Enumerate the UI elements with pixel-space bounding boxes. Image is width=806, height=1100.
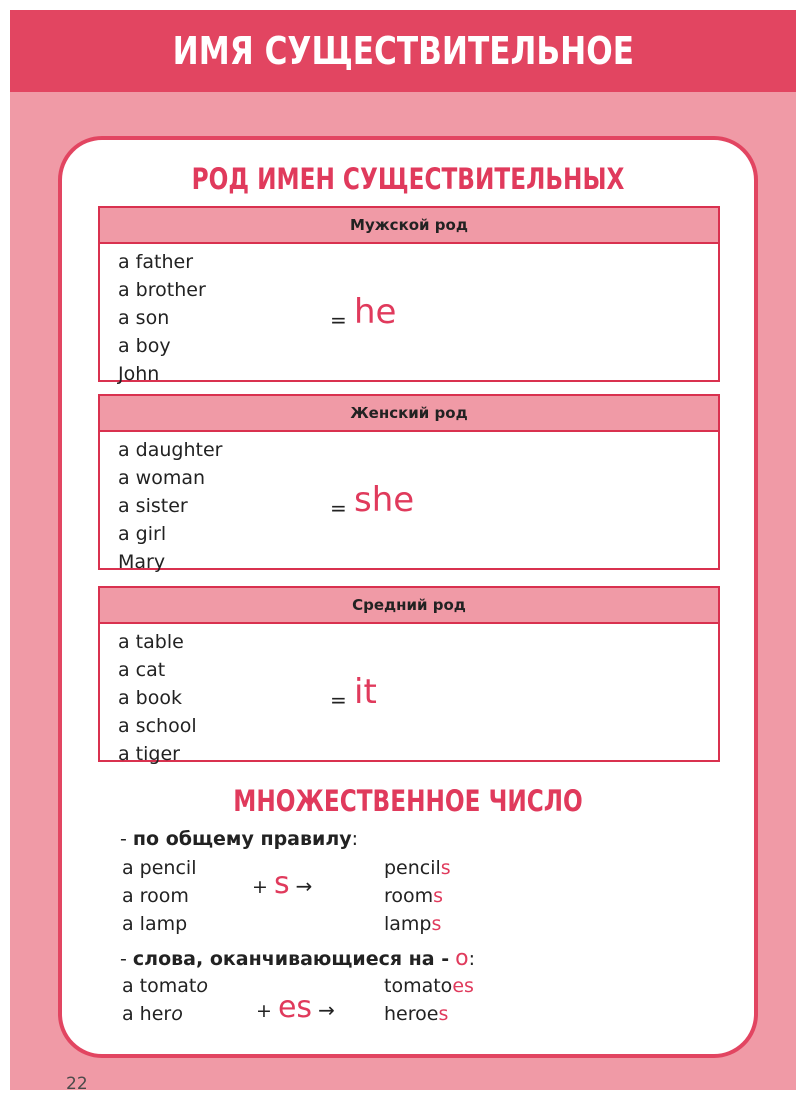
- list-item: a room: [122, 885, 189, 907]
- plus-sign: +: [256, 1000, 272, 1022]
- list-item: a cat: [118, 659, 166, 681]
- suffix: s: [273, 866, 290, 901]
- list-item: a tiger: [118, 743, 180, 765]
- word-stem: room: [384, 885, 434, 907]
- rule-text: по общему правилу: [132, 828, 352, 850]
- word-stem: pencil: [384, 857, 441, 879]
- list-item: a school: [118, 715, 197, 737]
- gender-box-label: Женский род: [100, 396, 718, 432]
- list-item: [122, 972, 208, 1000]
- word-ending: o: [196, 975, 208, 997]
- word-stem: lamp: [384, 913, 432, 935]
- list-item: Mary: [118, 551, 166, 573]
- word-ending: o: [171, 1003, 183, 1025]
- page: [10, 10, 796, 1094]
- page-title: ИМЯ СУЩЕСТВИТЕЛЬНОЕ: [172, 29, 634, 73]
- plural-list: [384, 854, 451, 938]
- rule-dash: -: [120, 828, 133, 850]
- content-card: [58, 136, 758, 1058]
- plural-section-title: МНОЖЕСТВЕННОЕ ЧИСЛО: [233, 784, 583, 818]
- list-item: a father: [118, 251, 194, 273]
- equals-sign: =: [330, 688, 347, 712]
- word-stem: tomato: [384, 975, 453, 997]
- suffix-operator: [252, 866, 312, 901]
- list-item: [384, 910, 451, 938]
- list-item: a son: [118, 307, 170, 329]
- list-item: a book: [118, 687, 182, 709]
- plural-list: [384, 972, 474, 1028]
- list-item: [384, 854, 451, 882]
- suffix: es: [277, 990, 313, 1025]
- list-item: [384, 972, 474, 1000]
- arrow-right-icon: →: [318, 998, 335, 1022]
- gender-section-title: РОД ИМЕН СУЩЕСТВИТЕЛЬНЫХ: [191, 162, 625, 196]
- word-ending: s: [440, 857, 451, 879]
- page-number: 22: [66, 1074, 88, 1094]
- pronoun: he: [354, 292, 397, 332]
- list-item: [122, 1000, 208, 1028]
- word-ending: s: [438, 1003, 449, 1025]
- pronoun: she: [354, 480, 415, 520]
- gender-box-label: Средний род: [100, 588, 718, 624]
- list-item: a pencil: [122, 857, 197, 879]
- rule-general-label: [120, 828, 358, 850]
- list-item: John: [118, 363, 160, 385]
- list-item: a girl: [118, 523, 167, 545]
- equals-sign: =: [330, 496, 347, 520]
- gender-box-neuter: [98, 586, 720, 765]
- word-ending: es: [452, 975, 474, 997]
- word-stem: a tomat: [122, 975, 197, 997]
- rule-text: слова, оканчивающиеся на -: [132, 948, 450, 970]
- list-item: [384, 882, 451, 910]
- rule-letter: o: [455, 946, 469, 971]
- list-item: a table: [118, 631, 184, 653]
- rule-dash: -: [120, 948, 133, 970]
- arrow-right-icon: →: [295, 874, 313, 898]
- word-stem: a her: [122, 1003, 172, 1025]
- gender-box-label: Мужской род: [100, 208, 718, 244]
- rule-colon: :: [468, 948, 476, 970]
- singular-list: [122, 972, 208, 1028]
- list-item: a woman: [118, 467, 206, 489]
- suffix-operator: [256, 990, 335, 1025]
- rule-colon: :: [351, 828, 359, 850]
- equals-sign: =: [330, 308, 347, 332]
- word-ending: s: [433, 885, 444, 907]
- list-item: a boy: [118, 335, 171, 357]
- pronoun: it: [354, 672, 377, 712]
- page-header: [10, 10, 796, 92]
- word-stem: heroe: [384, 1003, 439, 1025]
- rule-o-ending-label: [120, 946, 475, 971]
- list-item: [384, 1000, 474, 1028]
- list-item: a sister: [118, 495, 188, 517]
- word-list: [118, 248, 206, 388]
- gender-box-masculine: [98, 206, 720, 385]
- word-ending: s: [431, 913, 442, 935]
- gender-box-feminine: [98, 394, 720, 573]
- plus-sign: +: [252, 876, 268, 898]
- list-item: a lamp: [122, 913, 188, 935]
- list-item: a brother: [118, 279, 206, 301]
- list-item: a daughter: [118, 439, 223, 461]
- word-list: [118, 628, 197, 768]
- word-list: [118, 436, 222, 576]
- singular-list: [122, 854, 196, 938]
